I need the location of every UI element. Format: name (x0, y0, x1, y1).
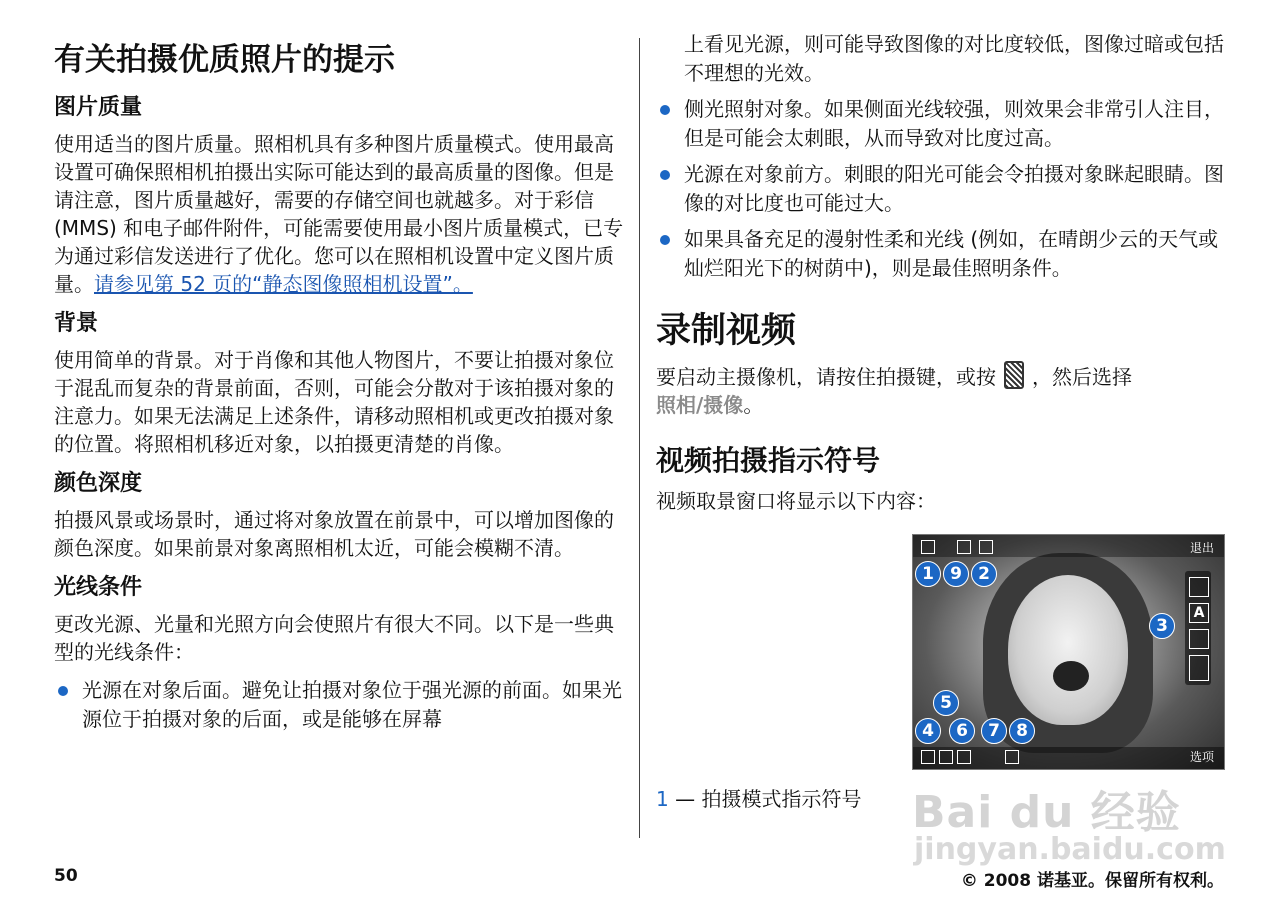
softkey-options[interactable]: 选项 (1189, 750, 1214, 764)
capture-mode-icon[interactable] (1189, 577, 1209, 597)
image-quality-text: 使用适当的图片质量。照相机具有多种图片质量模式。使用最高设置可确保照相机拍摄出实际可能达到的最高质量的图像。但是请注意，图片质量越好，需要的存储空间也就越多。对于彩信 (MMS) 和电子邮件附件，可能需要使用最小图片质量模式，已专为通过彩信发送进行了优化。您可以在照相机设置中定义图片质量。 (54, 132, 624, 296)
paragraph-color-depth: 拍摄风景或场景时，通过将对象放置在前景中，可以增加图像的颜色深度。如果前景对象离照相机太近，可能会模糊不清。 (54, 508, 614, 560)
menu-path-end: 。 (743, 393, 764, 417)
callout-3: 3 (1149, 613, 1175, 639)
subject-mouth (1053, 661, 1089, 691)
heading-lighting: 光线条件 (54, 575, 143, 600)
mute-icon (979, 540, 993, 554)
list-item-continued: 上看见光源，则可能导致图像的对比度较低，图像过暗或包括不理想的光效。 (684, 32, 1224, 85)
list-item (656, 225, 1226, 283)
paragraph-image-quality (54, 130, 624, 298)
watermark-url: jingyan.baidu.com (914, 832, 1226, 867)
bullet-icon (58, 686, 68, 696)
menu-key-icon (1004, 361, 1024, 389)
paragraph-indicators: 视频取景窗口将显示以下内容： (656, 489, 936, 513)
heading-image-quality: 图片质量 (54, 95, 143, 120)
video-viewfinder-image (912, 534, 1225, 770)
list-item (656, 160, 1226, 218)
audio-icon (921, 750, 935, 764)
right-column (656, 30, 1226, 525)
bullet-icon (660, 105, 670, 115)
list-item-text: 光源在对象后面。避免让拍摄对象位于强光源的前面。如果光源位于拍摄对象的后面，或是能够在屏幕 (82, 678, 622, 731)
caption-text: — 拍摄模式指示符号 (668, 787, 862, 811)
lighting-list (54, 676, 624, 734)
bullet-icon (660, 235, 670, 245)
list-item (656, 95, 1226, 153)
section-title-video: 录制视频 (656, 311, 797, 351)
flash-icon[interactable] (1189, 629, 1209, 649)
memory-icon (957, 750, 971, 764)
callout-4: 4 (915, 718, 941, 744)
softkey-exit[interactable]: 退出 (1189, 541, 1214, 555)
paragraph-background: 使用简单的背景。对于肖像和其他人物图片，不要让拍摄对象位于混乱而复杂的背景前面，否则，可能会分散对于该拍摄对象的注意力。如果无法满足上述条件，请移动照相机或更改拍摄对象的位置。将照相机移近对象，以拍摄更清楚的肖像。 (54, 348, 614, 456)
list-item-text: 侧光照射对象。如果侧面光线较强，则效果会非常引人注目，但是可能会太刺眼，从而导致对比度过高。 (684, 97, 1224, 150)
subject-face (1008, 575, 1128, 725)
watermark-logo: Bai du 经验 (912, 787, 1181, 838)
left-column (54, 30, 624, 741)
bullet-icon (660, 170, 670, 180)
figure-caption (656, 783, 861, 812)
section-title-indicators: 视频拍摄指示符号 (656, 444, 881, 477)
video-text-after: ，然后选择 (1032, 365, 1132, 389)
video-mode-icon (921, 540, 935, 554)
page-title: 有关拍摄优质照片的提示 (54, 42, 395, 78)
copyright: © 2008 诺基亚。保留所有权利。 (960, 871, 1224, 891)
page-number: 50 (54, 866, 78, 886)
callout-8: 8 (1009, 718, 1035, 744)
menu-path: 照相/摄像 (656, 393, 744, 417)
callout-9: 9 (943, 561, 969, 587)
callout-6: 6 (949, 718, 975, 744)
heading-background: 背景 (54, 311, 99, 336)
caption-number: 1 (656, 787, 669, 811)
callout-2: 2 (971, 561, 997, 587)
video-text-before: 要启动主摄像机，请按住拍摄键，或按 (656, 365, 996, 389)
stabilizer-icon (957, 540, 971, 554)
storage-icon (1005, 750, 1019, 764)
list-item-text: 如果具备充足的漫射性柔和光线 (例如，在晴朗少云的天气或灿烂阳光下的树荫中)，则是最佳照明条件。 (684, 227, 1219, 280)
settings-link[interactable]: 请参见第 52 页的“静态图像照相机设置”。 (94, 272, 473, 296)
callout-7: 7 (981, 718, 1007, 744)
list-item-text: 光源在对象前方。刺眼的阳光可能会令拍摄对象眯起眼睛。图像的对比度也可能过大。 (684, 162, 1224, 215)
column-divider (639, 38, 640, 838)
lighting-list-continued (656, 95, 1226, 283)
video-quality-icon (939, 750, 953, 764)
brightness-icon[interactable] (1189, 655, 1209, 681)
scene-icon[interactable]: A (1189, 603, 1209, 623)
heading-color-depth: 颜色深度 (54, 471, 143, 496)
paragraph-video (656, 361, 1226, 419)
list-item (54, 676, 624, 734)
paragraph-lighting: 更改光源、光量和光照方向会使照片有很大不同。以下是一些典型的光线条件： (54, 612, 614, 664)
callout-1: 1 (915, 561, 941, 587)
callout-5: 5 (933, 690, 959, 716)
